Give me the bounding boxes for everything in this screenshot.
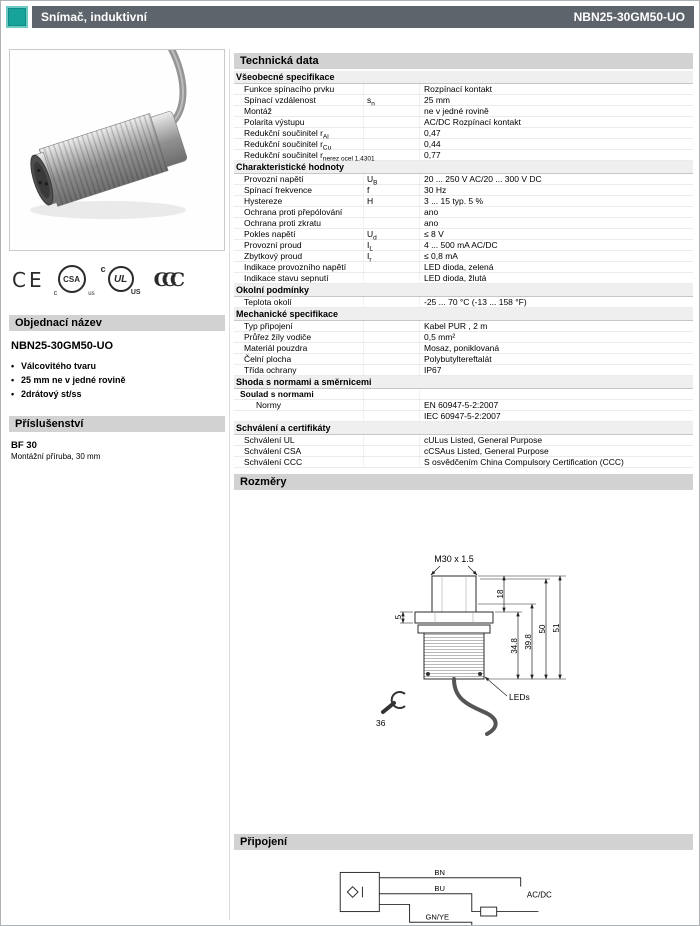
dim-18-label: 18 [496,589,505,599]
tech-row [234,185,693,196]
tech-value: ne v jedné rovině [424,106,489,116]
tech-symbol [364,106,420,116]
tech-row [234,446,693,457]
tech-label: Funkce spínacího prvku [234,84,364,94]
document-title: Snímač, induktivní [41,10,148,24]
tech-label: Průřez žíly vodiče [234,332,364,342]
tech-row [234,150,693,161]
tech-section-title: Okolní podmínky [234,284,693,297]
tech-value: Polybutyltereftalát [424,354,492,364]
tech-row [234,343,693,354]
tech-label: Zbytkový proud [234,251,364,261]
tech-symbol [364,446,420,456]
tech-row [234,365,693,376]
tech-row [234,128,693,139]
tech-row [234,240,693,251]
tech-value: cCSAus Listed, General Purpose [424,446,549,456]
tech-label: Normy [234,400,364,410]
feature-text: 25 mm ne v jedné rovině [21,375,126,385]
order-code: NBN25-30GM50-UO [11,340,114,352]
tech-label: Indikace provozního napětí [234,262,364,272]
tech-value: ano [424,218,439,228]
left-column [9,49,225,461]
tech-symbol [364,411,420,421]
tech-symbol [364,150,420,160]
tech-symbol [364,389,420,399]
dim-51-label: 51 [552,623,561,633]
tech-label: Schválení CSA [234,446,364,456]
tech-value: ≤ 0,8 mA [424,251,458,261]
tech-label [234,411,364,421]
cul-us-logo-icon: c UL US [100,264,141,296]
tech-value: 0,47 [424,128,441,138]
tech-value: 30 Hz [424,185,447,195]
tech-label: Provozní napětí [234,174,364,184]
tech-value: S osvědčením China Compulsory Certification (CCC) [424,457,624,467]
tech-row [234,207,693,218]
tech-row [234,457,693,468]
tech-symbol [364,365,420,375]
tech-section-title: Charakteristické hodnoty [234,161,693,174]
tech-row [234,389,693,400]
tech-value: LED dioda, žlutá [424,273,487,283]
tech-row [234,106,693,117]
tech-value: 0,77 [424,150,441,160]
tech-value: 3 ... 15 typ. 5 % [424,196,484,206]
tech-symbol [364,297,420,307]
tech-symbol [364,400,420,410]
supply-acdc-label: AC/DC [526,890,552,900]
tech-symbol [364,139,420,149]
dim-34-8-label: 34.8 [510,638,519,654]
tech-value: 0,5 mm² [424,332,456,342]
tech-value: ano [424,207,439,217]
tech-row [234,321,693,332]
tech-symbol [364,273,420,283]
wire-bn-label: BN [434,868,445,878]
technical-data-header-bar: Technická data [234,53,693,69]
dimension-drawing [304,546,604,791]
tech-symbol [364,321,420,331]
tech-symbol [364,457,420,467]
tech-row [234,95,693,106]
tech-value: 20 ... 250 V AC/20 ... 300 V DC [424,174,542,184]
tech-value: Kabel PUR , 2 m [424,321,488,331]
accessory-description: Montážní příruba, 30 mm [11,452,101,461]
tech-symbol: $s_n$ [364,95,420,105]
dim-thread-label: M30 x 1.5 [434,554,474,564]
feature-text: Válcovitého tvaru [21,361,97,371]
tech-label: Hystereze [234,196,364,206]
dim-5-label: 5 [394,614,403,620]
tech-value: IP67 [424,365,442,375]
column-divider [229,49,230,920]
tech-label: Schválení CCC [234,457,364,467]
tech-symbol: $U_d$ [364,229,420,239]
document-header-bar [32,6,694,28]
bullet-icon: • [11,361,15,371]
right-column [234,53,693,926]
feature-item [9,373,225,387]
tech-row [234,400,693,411]
tech-label: Čelní plocha [234,354,364,364]
tech-label: Ochrana proti přepólování [234,207,364,217]
tech-row [234,273,693,284]
tech-row [234,411,693,422]
tech-row [234,332,693,343]
tech-label: Montáž [234,106,364,116]
wire-bu-label: BU [434,884,445,894]
tech-row [234,297,693,308]
tech-label: Typ připojení [234,321,364,331]
tech-symbol [364,84,420,94]
tech-value: 0,44 [424,139,441,149]
accessories-header: Příslušenství [9,416,225,432]
tech-symbol [364,262,420,272]
tech-row [234,117,693,128]
dim-39-8-label: 39.8 [524,634,533,650]
tech-symbol: $U_B$ [364,174,420,184]
order-designation-header: Objednací název [9,315,225,331]
wire-gnye-label: GN/YE [425,912,450,922]
wrench-icon [383,692,405,712]
product-photo-frame [9,49,225,251]
tech-section-title: Shoda s normami a směrnicemi [234,376,693,389]
dimensions-section [234,496,693,834]
tech-label: Ochrana proti zkratu [234,218,364,228]
tech-label: Materiál pouzdra [234,343,364,353]
tech-value: ≤ 8 V [424,229,444,239]
tech-label: Pokles napětí [234,229,364,239]
tech-label: Teplota okolí [234,297,364,307]
tech-value: Rozpínací kontakt [424,84,493,94]
tech-value: LED dioda, zelená [424,262,494,272]
tech-section-title: Všeobecné specifikace [234,71,693,84]
tech-row [234,174,693,185]
csa-logo-icon: CSA c us [58,265,88,295]
tech-row [234,354,693,365]
connection-section [234,850,693,926]
tech-value: cULus Listed, General Purpose [424,435,543,445]
tech-label: Redukční součinitel $r_{Al}$ [234,128,364,138]
tech-symbol [364,435,420,445]
tech-label: Redukční součinitel $r_{nerez ocel 1.4301}$ [234,150,364,160]
tech-value: 25 mm [424,95,450,105]
tech-value: IEC 60947-5-2:2007 [424,411,501,421]
tech-label: Indikace stavu sepnutí [234,273,364,283]
tech-value [420,389,693,399]
tech-label: Soulad s normami [234,389,364,399]
tech-value: 4 ... 500 mA AC/DC [424,240,498,250]
tech-symbol [364,128,420,138]
accessory-name: BF 30 [11,440,37,451]
ccc-logo-icon: CCC [153,269,178,291]
tech-row [234,229,693,240]
tech-row [234,218,693,229]
tech-symbol [364,343,420,353]
leds-label: LEDs [509,692,530,702]
feature-text: 2drátový st/ss [21,389,82,399]
certification-logos [9,261,225,299]
tech-label: Spínací vzdálenost [234,95,364,105]
tech-symbol: f [364,185,420,195]
tech-symbol [364,117,420,127]
connection-diagram [329,860,579,926]
feature-item [9,387,225,401]
technical-data-table [234,71,693,468]
product-photo [10,50,224,250]
tech-value: -25 ... 70 °C (-13 ... 158 °F) [424,297,527,307]
dim-sw-label: 36 [376,718,386,728]
feature-item [9,359,225,373]
dimensions-header-bar: Rozměry [234,474,693,490]
tech-row [234,251,693,262]
tech-row [234,84,693,95]
tech-symbol [364,332,420,342]
product-code-header: NBN25-30GM50-UO [573,10,685,24]
tech-symbol [364,354,420,364]
tech-row [234,196,693,207]
tech-label: Spínací frekvence [234,185,364,195]
tech-label: Třída ochrany [234,365,364,375]
ce-mark-icon: CE [12,268,45,292]
tech-value: EN 60947-5-2:2007 [424,400,499,410]
tech-label: Polarita výstupu [234,117,364,127]
brand-logo [6,6,28,28]
tech-symbol [364,207,420,217]
tech-value: Mosaz, poniklovaná [424,343,500,353]
tech-row [234,139,693,150]
tech-label: Redukční součinitel $r_{Cu}$ [234,139,364,149]
tech-section-title: Mechanické specifikace [234,308,693,321]
tech-row [234,262,693,273]
tech-row [234,435,693,446]
tech-symbol: $I_r$ [364,251,420,261]
tech-symbol: $I_L$ [364,240,420,250]
connection-header-bar: Připojení [234,834,693,850]
dim-50-label: 50 [538,624,547,634]
bullet-icon: • [11,375,15,385]
tech-section-title: Schválení a certifikáty [234,422,693,435]
tech-symbol [364,218,420,228]
tech-value: AC/DC Rozpínací kontakt [424,117,521,127]
tech-symbol: H [364,196,420,206]
bullet-icon: • [11,389,15,399]
tech-label: Provozní proud [234,240,364,250]
tech-label: Schválení UL [234,435,364,445]
